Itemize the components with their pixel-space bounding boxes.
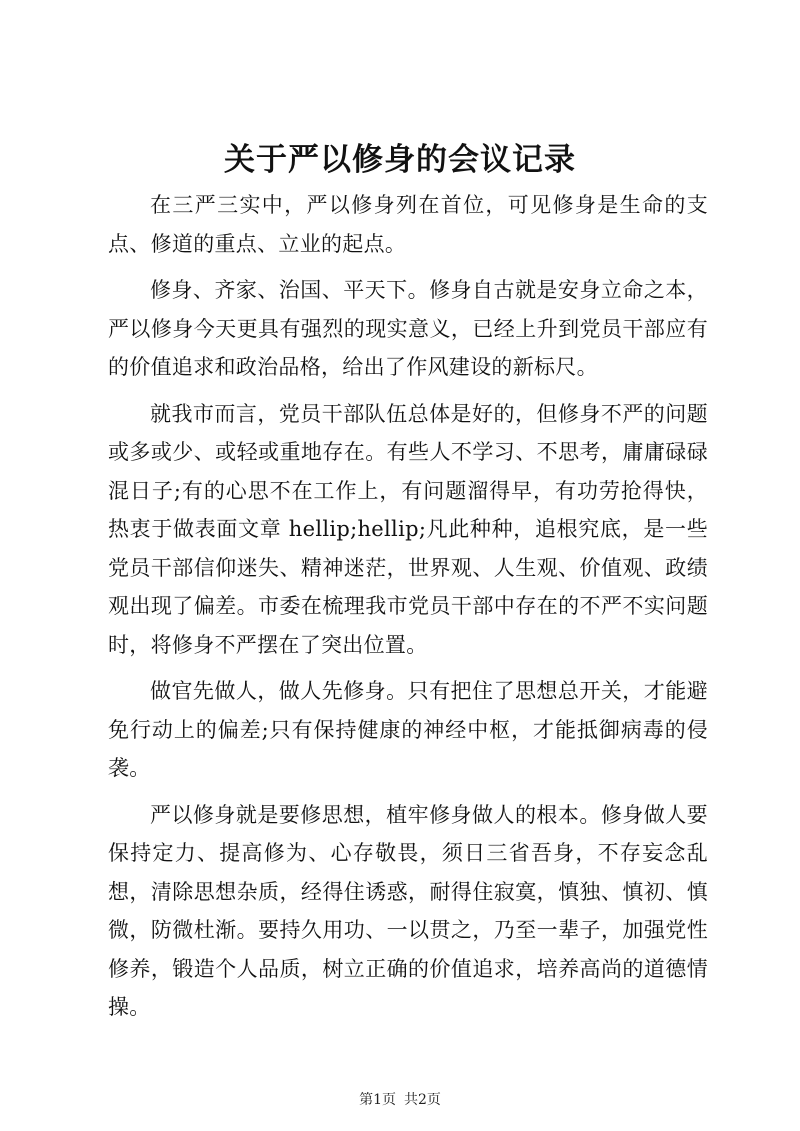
page-footer bbox=[0, 1090, 800, 1110]
document-title: 关于严以修身的会议记录 bbox=[224, 142, 576, 178]
paragraph-1: 在三严三实中，严以修身列在首位，可见修身是生命的支点、修道的重点、立业的起点。 bbox=[108, 193, 708, 256]
paragraph-3: 就我市而言，党员干部队伍总体是好的，但修身不严的问题或多或少、或轻或重地存在。有些人不学习、不思考，庸庸碌碌混日子;有的心思不在工作上，有问题溜得早，有功劳抢得快，热衷于做表面文章 hellip;hellip;凡此种种，追根究底，是一些党员干部信仰迷失、精神迷茫，世界观、人生观、价值观、政绩观出现了偏差。市委在梳理我市党员干部中存在的不严不实问题时，将修身不严摆在了突出位置。 bbox=[108, 401, 708, 657]
paragraph-5: 严以修身就是要修思想，植牢修身做人的根本。修身做人要保持定力、提高修为、心存敬畏，须日三省吾身，不存妄念乱想，清除思想杂质，经得住诱惑，耐得住寂寞，慎独、慎初、慎微，防微杜渐。要持久用功、一以贯之，乃至一辈子，加强党性修养，锻造个人品质，树立正确的价值追求，培养高尚的道德情操。 bbox=[108, 802, 708, 1019]
document-body bbox=[108, 186, 708, 1035]
paragraph-2: 修身、齐家、治国、平天下。修身自古就是安身立命之本，严以修身今天更具有强烈的现实意义，已经上升到党员干部应有的价值追求和政治品格，给出了作风建设的新标尺。 bbox=[108, 278, 708, 379]
paragraph-4: 做官先做人，做人先修身。只有把住了思想总开关，才能避免行动上的偏差;只有保持健康的神经中枢，才能抵御病毒的侵袭。 bbox=[108, 679, 708, 780]
page-number: 第1页 bbox=[359, 1092, 396, 1108]
page-total: 共2页 bbox=[404, 1092, 441, 1108]
